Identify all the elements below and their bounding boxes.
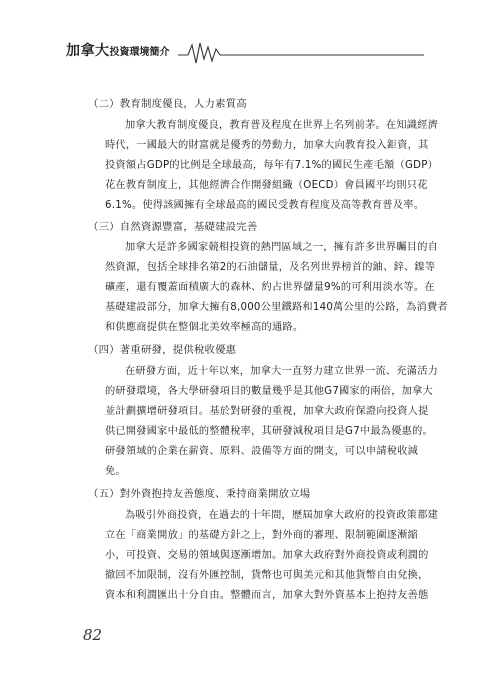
paragraph-line: 在研發方面，近十年以來，加拿大一直努力建立世界一流、充滿活力 [125, 366, 439, 377]
section-heading: （五）對外資抱持友善態度、秉持商業開放立場 [88, 488, 311, 500]
paragraph-line: 投資額占GDP的比例是全球最高，每年有7.1%的國民生產毛額（GDP） [105, 160, 439, 171]
paragraph-line: 和供應商提供在整個北美效率極高的通路。 [105, 322, 304, 333]
header-title-main: 加拿大 [66, 43, 110, 59]
paragraph-line: 加拿大是許多國家競相投資的熱門區域之一，擁有許多世界矚目的自 [125, 242, 439, 253]
heartbeat-line-icon [178, 37, 428, 67]
paragraph-line: 的研發環境，各大學研發項目的數量幾乎是其他G7國家的兩倍，加拿大 [105, 386, 433, 397]
paragraph-line: 立在「商業開放」的基礎方針之上，對外商的審理、限制範圍逐漸縮 [105, 530, 419, 541]
section-heading: （四）著重研發，提供稅收優惠 [88, 344, 237, 356]
running-header [66, 31, 426, 71]
paragraph-line: 供已開發國家中最低的整體稅率，其研發減稅項目是G7中最為優惠的。 [105, 426, 433, 437]
paragraph-line: 基礎建設部分，加拿大擁有8,000公里鐵路和140萬公里的公路，為消費者 [105, 302, 448, 313]
paragraph-line: 礦產，還有覆蓋面積廣大的森林、約占世界儲量9%的可利用淡水等。在 [105, 282, 435, 293]
paragraph-line: 為吸引外商投資，在過去的十年間，歷屆加拿大政府的投資政策都建 [125, 510, 439, 521]
header-title-sub: 投資環境簡介 [109, 47, 170, 58]
section-heading: （三）自然資源豐富，基礎建設完善 [88, 221, 258, 233]
paragraph-line: 加拿大教育制度優良，教育普及程度在世界上名列前茅。在知識經濟 [125, 120, 439, 131]
header-title [66, 40, 170, 60]
paragraph-line: 6.1%。使得該國擁有全球最高的國民受教育程度及高等教育普及率。 [105, 200, 425, 211]
paragraph-line: 並計劃擴增研發項目。基於對研發的重視，加拿大政府保證向投資人提 [105, 406, 429, 417]
paragraph-line: 免。 [105, 466, 126, 477]
paragraph-line: 花在教育制度上，其他經濟合作開發組織（OECD）會員國平均則只花 [105, 180, 428, 191]
page-number: 82 [83, 626, 103, 644]
paragraph-line: 撤回不加限制，沒有外匯控制，貨幣也可與美元和其他貨幣自由兌換， [105, 570, 429, 581]
section-heading: （二）教育制度優良，人力素質高 [88, 98, 247, 110]
paragraph-line: 研發領域的企業在薪資、原料、設備等方面的開支，可以申請稅收減 [105, 446, 419, 457]
paragraph-line: 小，可投資、交易的領域與逐漸增加。加拿大政府對外商投資或利潤的 [105, 550, 429, 561]
paragraph-line: 時代，一國最大的財富就是優秀的勞動力，加拿大向教育投入鉅資，其 [105, 140, 429, 151]
paragraph-line: 然資源，包括全球排名第2的石油儲量，及名列世界榜首的鈾、鋅、鎳等 [105, 262, 436, 273]
paragraph-line: 資本和利潤匯出十分自由。整體而言，加拿大對外資基本上抱持友善態 [105, 590, 429, 601]
